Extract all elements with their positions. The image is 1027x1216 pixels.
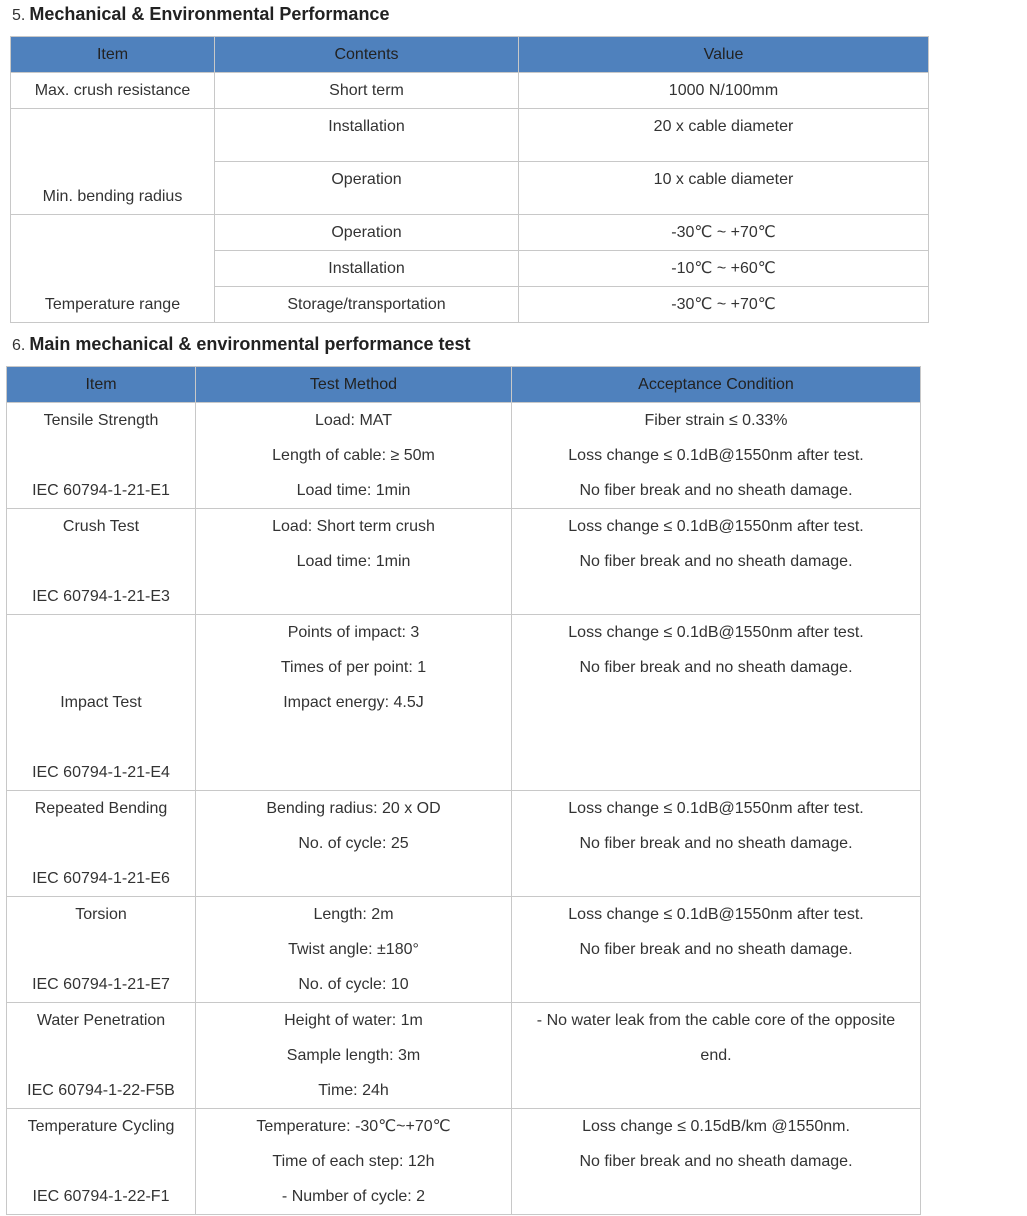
table-row [7,509,921,615]
table-header-row [11,37,929,73]
test-name: Repeated Bending [34,800,168,817]
acceptance-line: No fiber break and no sheath damage. [579,941,853,958]
table-row [7,615,921,791]
column-header-item: Item [7,367,196,403]
method-line: Twist angle: ±180° [288,941,419,958]
section-6-title: Main mechanical & environmental performance test [29,334,471,354]
test-name: Impact Test [60,694,142,711]
acceptance-cell [512,509,921,615]
column-header-item: Item [11,37,215,73]
method-line: Load: Short term crush [272,518,435,535]
temp-item-cell: Temperature range [11,215,215,323]
table-row [7,403,921,509]
method-line: Load: MAT [314,412,393,429]
test-method-cell [196,1003,512,1109]
bend-content-cell: Operation [215,162,519,215]
test-item-cell [7,1109,196,1215]
table-row [11,73,929,109]
temp-value-cell: -30℃ ~ +70℃ [519,215,929,251]
acceptance-line: No fiber break and no sheath damage. [579,835,853,852]
bend-item-cell: Min. bending radius [11,109,215,215]
test-item-cell [7,509,196,615]
method-line: Length: 2m [313,906,394,923]
acceptance-line: Loss change ≤ 0.1dB@1550nm after test. [568,447,864,464]
acceptance-line: end. [700,1047,732,1064]
test-standard: IEC 60794-1-21-E1 [32,482,170,499]
temp-content-cell: Installation [215,251,519,287]
acceptance-line: Loss change ≤ 0.1dB@1550nm after test. [568,906,864,923]
temp-content-cell: Storage/transportation [215,287,519,323]
bend-value-cell: 10 x cable diameter [519,162,929,215]
test-item-cell [7,403,196,509]
section-5-number: 5. [12,7,26,24]
crush-value-cell: 1000 N/100mm [519,73,929,109]
method-line: Impact energy: 4.5J [283,694,424,711]
test-method-cell [196,403,512,509]
acceptance-line: Loss change ≤ 0.1dB@1550nm after test. [568,624,864,641]
method-line: Sample length: 3m [286,1047,421,1064]
test-name: Temperature Cycling [27,1118,175,1135]
test-name: Crush Test [62,518,140,535]
acceptance-line: - No water leak from the cable core of the opposite [536,1012,896,1029]
column-header-value: Value [519,37,929,73]
acceptance-cell [512,791,921,897]
temp-content-cell: Operation [215,215,519,251]
table-row [11,215,929,251]
table-row [7,1109,921,1215]
temp-value-cell: -30℃ ~ +70℃ [519,287,929,323]
section-5-title: Mechanical & Environmental Performance [29,4,390,24]
test-standard: IEC 60794-1-21-E6 [32,870,170,887]
table-row [11,109,929,162]
test-standard: IEC 60794-1-21-E4 [32,764,170,781]
method-line: Time: 24h [318,1082,389,1099]
crush-content-cell: Short term [215,73,519,109]
method-line: No. of cycle: 10 [298,976,409,993]
test-item-cell [7,1003,196,1109]
method-line: Length of cable: ≥ 50m [272,447,435,464]
table-header-row [7,367,921,403]
acceptance-line: No fiber break and no sheath damage. [579,1153,853,1170]
method-line: Time of each step: 12h [272,1153,435,1170]
test-item-cell [7,791,196,897]
acceptance-line: No fiber break and no sheath damage. [579,659,853,676]
test-standard: IEC 60794-1-22-F1 [32,1188,170,1205]
acceptance-line: Loss change ≤ 0.1dB@1550nm after test. [568,518,864,535]
method-line: Load time: 1min [296,553,411,570]
test-item-cell [7,897,196,1003]
acceptance-line: No fiber break and no sheath damage. [579,553,853,570]
test-name: Torsion [75,906,127,923]
table-row [7,791,921,897]
temp-value-cell: -10℃ ~ +60℃ [519,251,929,287]
acceptance-line: Loss change ≤ 0.15dB/km @1550nm. [582,1118,850,1135]
performance-test-table [6,366,921,1215]
section-6-number: 6. [12,337,26,354]
acceptance-line: Loss change ≤ 0.1dB@1550nm after test. [568,800,864,817]
acceptance-cell [512,615,921,791]
test-name: Tensile Strength [43,412,159,429]
test-item-cell [7,615,196,791]
test-name: Water Penetration [36,1012,166,1029]
acceptance-line: Fiber strain ≤ 0.33% [644,412,788,429]
column-header-test-method: Test Method [196,367,512,403]
test-method-cell [196,791,512,897]
acceptance-cell [512,897,921,1003]
section-6-heading [12,332,470,358]
acceptance-line: No fiber break and no sheath damage. [579,482,853,499]
mechanical-performance-table [10,36,929,323]
method-line: Points of impact: 3 [287,624,420,641]
table-row [7,897,921,1003]
column-header-acceptance: Acceptance Condition [512,367,921,403]
column-header-contents: Contents [215,37,519,73]
test-method-cell [196,1109,512,1215]
method-line: Height of water: 1m [284,1012,423,1029]
method-line: Times of per point: 1 [280,659,427,676]
method-line: Load time: 1min [296,482,411,499]
method-line: Temperature: -30℃~+70℃ [256,1118,451,1135]
method-line: - Number of cycle: 2 [281,1188,426,1205]
crush-item-cell: Max. crush resistance [11,73,215,109]
acceptance-cell [512,1109,921,1215]
acceptance-cell [512,1003,921,1109]
bend-value-cell: 20 x cable diameter [519,109,929,162]
bend-content-cell: Installation [215,109,519,162]
table-row [7,1003,921,1109]
test-standard: IEC 60794-1-21-E7 [32,976,170,993]
method-line: Bending radius: 20 x OD [266,800,441,817]
test-method-cell [196,897,512,1003]
acceptance-cell [512,403,921,509]
test-method-cell [196,615,512,791]
test-standard: IEC 60794-1-22-F5B [27,1082,175,1099]
method-line: No. of cycle: 25 [298,835,409,852]
test-standard: IEC 60794-1-21-E3 [32,588,170,605]
test-method-cell [196,509,512,615]
section-5-heading [12,2,389,28]
